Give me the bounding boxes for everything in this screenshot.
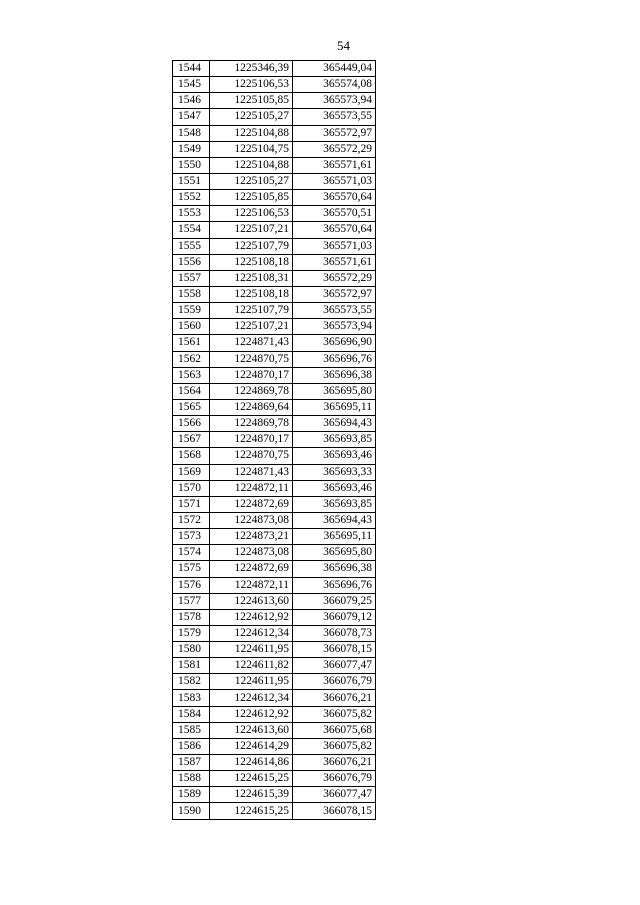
point-number-cell: 1548 bbox=[173, 125, 210, 141]
y-coordinate-cell: 366076,79 bbox=[293, 674, 376, 690]
point-number-cell: 1578 bbox=[173, 609, 210, 625]
y-coordinate-cell: 365693,85 bbox=[293, 432, 376, 448]
x-coordinate-cell: 1224872,11 bbox=[210, 480, 293, 496]
y-coordinate-cell: 365570,64 bbox=[293, 222, 376, 238]
table-row bbox=[173, 738, 376, 754]
y-coordinate-cell: 366076,21 bbox=[293, 690, 376, 706]
y-coordinate-cell: 366076,79 bbox=[293, 771, 376, 787]
y-coordinate-cell: 365570,51 bbox=[293, 206, 376, 222]
x-coordinate-cell: 1224615,25 bbox=[210, 803, 293, 819]
y-coordinate-cell: 365573,94 bbox=[293, 93, 376, 109]
point-number-cell: 1558 bbox=[173, 286, 210, 302]
y-coordinate-cell: 365696,76 bbox=[293, 577, 376, 593]
table-row bbox=[173, 222, 376, 238]
y-coordinate-cell: 366079,12 bbox=[293, 609, 376, 625]
x-coordinate-cell: 1224869,78 bbox=[210, 383, 293, 399]
table-row bbox=[173, 61, 376, 77]
x-coordinate-cell: 1224611,95 bbox=[210, 674, 293, 690]
y-coordinate-cell: 366077,47 bbox=[293, 787, 376, 803]
x-coordinate-cell: 1225107,21 bbox=[210, 222, 293, 238]
table-row bbox=[173, 755, 376, 771]
table-row bbox=[173, 642, 376, 658]
y-coordinate-cell: 365571,03 bbox=[293, 238, 376, 254]
y-coordinate-cell: 365574,08 bbox=[293, 77, 376, 93]
point-number-cell: 1582 bbox=[173, 674, 210, 690]
x-coordinate-cell: 1225104,88 bbox=[210, 157, 293, 173]
x-coordinate-cell: 1224873,08 bbox=[210, 545, 293, 561]
x-coordinate-cell: 1225107,79 bbox=[210, 238, 293, 254]
point-number-cell: 1571 bbox=[173, 496, 210, 512]
x-coordinate-cell: 1224612,34 bbox=[210, 690, 293, 706]
x-coordinate-cell: 1224872,11 bbox=[210, 577, 293, 593]
table-row bbox=[173, 77, 376, 93]
y-coordinate-cell: 365693,46 bbox=[293, 480, 376, 496]
x-coordinate-cell: 1225104,75 bbox=[210, 141, 293, 157]
y-coordinate-cell: 365695,11 bbox=[293, 529, 376, 545]
y-coordinate-cell: 366077,47 bbox=[293, 658, 376, 674]
x-coordinate-cell: 1225105,85 bbox=[210, 190, 293, 206]
point-number-cell: 1579 bbox=[173, 625, 210, 641]
point-number-cell: 1564 bbox=[173, 383, 210, 399]
table-row bbox=[173, 771, 376, 787]
x-coordinate-cell: 1224873,08 bbox=[210, 512, 293, 528]
point-number-cell: 1568 bbox=[173, 448, 210, 464]
table-row bbox=[173, 448, 376, 464]
y-coordinate-cell: 366078,15 bbox=[293, 803, 376, 819]
table-row bbox=[173, 190, 376, 206]
point-number-cell: 1583 bbox=[173, 690, 210, 706]
table-row bbox=[173, 480, 376, 496]
point-number-cell: 1589 bbox=[173, 787, 210, 803]
y-coordinate-cell: 365570,64 bbox=[293, 190, 376, 206]
y-coordinate-cell: 365694,43 bbox=[293, 512, 376, 528]
point-number-cell: 1585 bbox=[173, 722, 210, 738]
table-row bbox=[173, 593, 376, 609]
y-coordinate-cell: 365696,38 bbox=[293, 367, 376, 383]
x-coordinate-cell: 1224615,39 bbox=[210, 787, 293, 803]
x-coordinate-cell: 1224614,29 bbox=[210, 738, 293, 754]
y-coordinate-cell: 366076,21 bbox=[293, 755, 376, 771]
point-number-cell: 1581 bbox=[173, 658, 210, 674]
y-coordinate-cell: 366078,15 bbox=[293, 642, 376, 658]
y-coordinate-cell: 365449,04 bbox=[293, 61, 376, 77]
point-number-cell: 1569 bbox=[173, 464, 210, 480]
table-row bbox=[173, 496, 376, 512]
table-row bbox=[173, 609, 376, 625]
x-coordinate-cell: 1224612,34 bbox=[210, 625, 293, 641]
point-number-cell: 1588 bbox=[173, 771, 210, 787]
y-coordinate-cell: 365573,55 bbox=[293, 109, 376, 125]
point-number-cell: 1567 bbox=[173, 432, 210, 448]
point-number-cell: 1556 bbox=[173, 254, 210, 270]
point-number-cell: 1584 bbox=[173, 706, 210, 722]
table-row bbox=[173, 173, 376, 189]
table-row bbox=[173, 658, 376, 674]
y-coordinate-cell: 365695,80 bbox=[293, 545, 376, 561]
point-number-cell: 1557 bbox=[173, 270, 210, 286]
y-coordinate-cell: 365695,11 bbox=[293, 399, 376, 415]
point-number-cell: 1559 bbox=[173, 303, 210, 319]
point-number-cell: 1576 bbox=[173, 577, 210, 593]
y-coordinate-cell: 366078,73 bbox=[293, 625, 376, 641]
table-row bbox=[173, 270, 376, 286]
x-coordinate-cell: 1224872,69 bbox=[210, 561, 293, 577]
x-coordinate-cell: 1225108,31 bbox=[210, 270, 293, 286]
y-coordinate-cell: 365571,61 bbox=[293, 157, 376, 173]
table-row bbox=[173, 157, 376, 173]
page-number-text: 54 bbox=[337, 38, 350, 53]
y-coordinate-cell: 365693,33 bbox=[293, 464, 376, 480]
table-row bbox=[173, 545, 376, 561]
x-coordinate-cell: 1224614,86 bbox=[210, 755, 293, 771]
y-coordinate-cell: 366079,25 bbox=[293, 593, 376, 609]
table-row bbox=[173, 383, 376, 399]
point-number-cell: 1550 bbox=[173, 157, 210, 173]
x-coordinate-cell: 1224612,92 bbox=[210, 609, 293, 625]
point-number-cell: 1574 bbox=[173, 545, 210, 561]
point-number-cell: 1572 bbox=[173, 512, 210, 528]
x-coordinate-cell: 1224611,82 bbox=[210, 658, 293, 674]
table-row bbox=[173, 577, 376, 593]
point-number-cell: 1561 bbox=[173, 335, 210, 351]
x-coordinate-cell: 1224870,17 bbox=[210, 367, 293, 383]
point-number-cell: 1552 bbox=[173, 190, 210, 206]
point-number-cell: 1573 bbox=[173, 529, 210, 545]
point-number-cell: 1551 bbox=[173, 173, 210, 189]
point-number-cell: 1565 bbox=[173, 399, 210, 415]
x-coordinate-cell: 1225104,88 bbox=[210, 125, 293, 141]
table-row bbox=[173, 206, 376, 222]
point-number-cell: 1549 bbox=[173, 141, 210, 157]
x-coordinate-cell: 1224613,60 bbox=[210, 593, 293, 609]
point-number-cell: 1587 bbox=[173, 755, 210, 771]
point-number-cell: 1547 bbox=[173, 109, 210, 125]
coordinates-table bbox=[172, 60, 376, 820]
y-coordinate-cell: 365694,43 bbox=[293, 416, 376, 432]
y-coordinate-cell: 365572,97 bbox=[293, 286, 376, 302]
y-coordinate-cell: 365572,97 bbox=[293, 125, 376, 141]
y-coordinate-cell: 365696,76 bbox=[293, 351, 376, 367]
table-row bbox=[173, 335, 376, 351]
table-row bbox=[173, 254, 376, 270]
table-row bbox=[173, 512, 376, 528]
point-number-cell: 1555 bbox=[173, 238, 210, 254]
x-coordinate-cell: 1225105,27 bbox=[210, 173, 293, 189]
x-coordinate-cell: 1225106,53 bbox=[210, 77, 293, 93]
x-coordinate-cell: 1224615,25 bbox=[210, 771, 293, 787]
table-row bbox=[173, 141, 376, 157]
table-row bbox=[173, 399, 376, 415]
point-number-cell: 1575 bbox=[173, 561, 210, 577]
table-row bbox=[173, 529, 376, 545]
x-coordinate-cell: 1224873,21 bbox=[210, 529, 293, 545]
x-coordinate-cell: 1224613,60 bbox=[210, 722, 293, 738]
table-row bbox=[173, 674, 376, 690]
table-row bbox=[173, 93, 376, 109]
y-coordinate-cell: 365573,94 bbox=[293, 319, 376, 335]
x-coordinate-cell: 1224611,95 bbox=[210, 642, 293, 658]
y-coordinate-cell: 365696,90 bbox=[293, 335, 376, 351]
x-coordinate-cell: 1225105,85 bbox=[210, 93, 293, 109]
point-number-cell: 1545 bbox=[173, 77, 210, 93]
point-number-cell: 1566 bbox=[173, 416, 210, 432]
x-coordinate-cell: 1225105,27 bbox=[210, 109, 293, 125]
point-number-cell: 1577 bbox=[173, 593, 210, 609]
y-coordinate-cell: 365572,29 bbox=[293, 270, 376, 286]
point-number-cell: 1546 bbox=[173, 93, 210, 109]
x-coordinate-cell: 1224869,64 bbox=[210, 399, 293, 415]
table-row bbox=[173, 432, 376, 448]
point-number-cell: 1570 bbox=[173, 480, 210, 496]
x-coordinate-cell: 1225107,21 bbox=[210, 319, 293, 335]
coordinates-table-body bbox=[173, 61, 376, 820]
x-coordinate-cell: 1224871,43 bbox=[210, 464, 293, 480]
table-row bbox=[173, 109, 376, 125]
table-row bbox=[173, 464, 376, 480]
table-row bbox=[173, 367, 376, 383]
x-coordinate-cell: 1225107,79 bbox=[210, 303, 293, 319]
table-row bbox=[173, 625, 376, 641]
x-coordinate-cell: 1224870,17 bbox=[210, 432, 293, 448]
y-coordinate-cell: 365695,80 bbox=[293, 383, 376, 399]
table-row bbox=[173, 787, 376, 803]
table-row bbox=[173, 722, 376, 738]
point-number-cell: 1563 bbox=[173, 367, 210, 383]
y-coordinate-cell: 365693,46 bbox=[293, 448, 376, 464]
table-row bbox=[173, 286, 376, 302]
x-coordinate-cell: 1224870,75 bbox=[210, 351, 293, 367]
table-row bbox=[173, 416, 376, 432]
x-coordinate-cell: 1225108,18 bbox=[210, 286, 293, 302]
point-number-cell: 1560 bbox=[173, 319, 210, 335]
point-number-cell: 1590 bbox=[173, 803, 210, 819]
point-number-cell: 1553 bbox=[173, 206, 210, 222]
point-number-cell: 1580 bbox=[173, 642, 210, 658]
point-number-cell: 1586 bbox=[173, 738, 210, 754]
table-row bbox=[173, 319, 376, 335]
y-coordinate-cell: 365571,03 bbox=[293, 173, 376, 189]
table-row bbox=[173, 561, 376, 577]
point-number-cell: 1554 bbox=[173, 222, 210, 238]
x-coordinate-cell: 1225108,18 bbox=[210, 254, 293, 270]
table-row bbox=[173, 690, 376, 706]
table-row bbox=[173, 351, 376, 367]
table-row bbox=[173, 125, 376, 141]
point-number-cell: 1544 bbox=[173, 61, 210, 77]
x-coordinate-cell: 1224872,69 bbox=[210, 496, 293, 512]
x-coordinate-cell: 1224612,92 bbox=[210, 706, 293, 722]
point-number-cell: 1562 bbox=[173, 351, 210, 367]
y-coordinate-cell: 365572,29 bbox=[293, 141, 376, 157]
y-coordinate-cell: 365696,38 bbox=[293, 561, 376, 577]
y-coordinate-cell: 366075,82 bbox=[293, 738, 376, 754]
table-row bbox=[173, 706, 376, 722]
y-coordinate-cell: 365573,55 bbox=[293, 303, 376, 319]
x-coordinate-cell: 1224869,78 bbox=[210, 416, 293, 432]
x-coordinate-cell: 1225106,53 bbox=[210, 206, 293, 222]
y-coordinate-cell: 366075,82 bbox=[293, 706, 376, 722]
table-row bbox=[173, 303, 376, 319]
y-coordinate-cell: 365571,61 bbox=[293, 254, 376, 270]
table-row bbox=[173, 238, 376, 254]
y-coordinate-cell: 365693,85 bbox=[293, 496, 376, 512]
page-number bbox=[0, 38, 640, 54]
x-coordinate-cell: 1224870,75 bbox=[210, 448, 293, 464]
x-coordinate-cell: 1224871,43 bbox=[210, 335, 293, 351]
y-coordinate-cell: 366075,68 bbox=[293, 722, 376, 738]
table-row bbox=[173, 803, 376, 819]
x-coordinate-cell: 1225346,39 bbox=[210, 61, 293, 77]
